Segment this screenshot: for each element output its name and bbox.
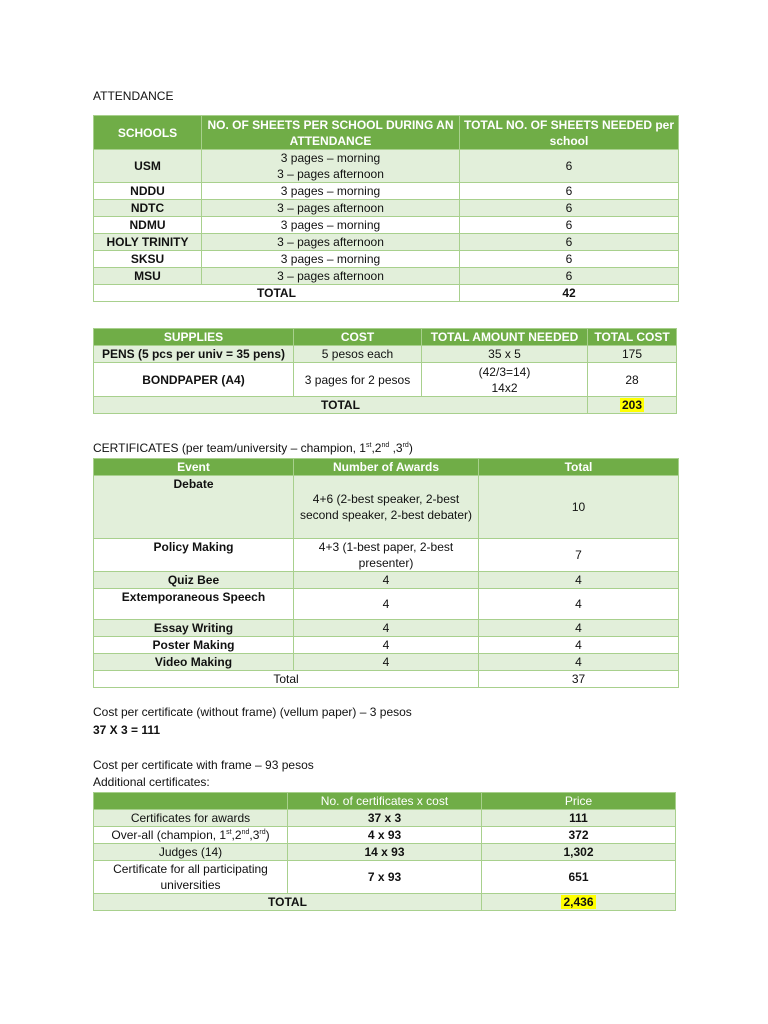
event-name: Quiz Bee [94,572,294,589]
table-row [94,572,679,589]
additional-calc: 14 x 93 [288,844,482,861]
supply-cost: 3 pages for 2 pesos [294,363,422,397]
total-cell: 6 [460,200,679,217]
sheets-cell: 3 – pages afternoon [202,200,460,217]
total-row [94,397,677,414]
supply-amount: 35 x 5 [422,346,588,363]
calculation-note: 37 X 3 = 111 [93,723,161,737]
total-cell: 6 [460,268,679,285]
sheets-line: 3 – pages afternoon [277,167,384,181]
total-cell: 4 [479,572,679,589]
attendance-table [93,115,679,302]
total-label: TOTAL [94,285,460,302]
total-cell: 6 [460,234,679,251]
total-cell: 10 [479,476,679,539]
amount-line: 14x2 [491,380,518,395]
additional-label: Judges (14) [94,844,288,861]
total-cell: 6 [460,251,679,268]
table-row [94,268,679,285]
event-name: Debate [94,476,294,539]
total-cell: 4 [479,654,679,671]
total-value: 37 [479,671,679,688]
sheets-cell: 3 pages – morning [202,183,460,200]
total-value: 2,436 [563,895,594,909]
table-row [94,200,679,217]
additional-heading: Additional certificates: [93,775,210,789]
table-row [94,346,677,363]
total-row [94,671,679,688]
event-name: Essay Writing [94,620,294,637]
table-row [94,827,676,844]
total-value-cell [588,397,677,414]
awards-cell: 4+3 (1-best paper, 2-best presenter) [294,539,479,572]
certificates-table [93,458,679,688]
event-name: Policy Making [94,539,294,572]
table-row [94,539,679,572]
additional-label: Over-all (champion, 1st,2nd,3rd) [94,827,288,844]
cert-header-total: Total [479,459,679,476]
table-row [94,150,679,183]
sheets-cell: 3 pages – morning [202,251,460,268]
total-row [94,894,676,911]
attendance-header-schools: SCHOOLS [94,116,202,150]
supplies-table [93,328,677,414]
certificates-heading: CERTIFICATES (per team/university – champion, 1st,2nd ,3rd) [93,441,413,455]
awards-cell: 4 [294,572,479,589]
supply-total: 175 [588,346,677,363]
total-value-cell [482,894,676,911]
awards-cell: 4 [294,654,479,671]
table-row [94,654,679,671]
event-name: Extemporaneous Speech [94,589,294,620]
additional-price: 111 [482,810,676,827]
sheets-cell: 3 – pages afternoon [202,234,460,251]
supply-cost: 5 pesos each [294,346,422,363]
supplies-header-item: SUPPLIES [94,329,294,346]
total-label: Total [94,671,479,688]
additional-table [93,792,676,911]
table-row [94,861,676,894]
table-row [94,637,679,654]
school-name: SKSU [94,251,202,268]
supply-total: 28 [588,363,677,397]
awards-cell: 4 [294,637,479,654]
table-row [94,363,677,397]
total-cell: 6 [460,183,679,200]
supplies-header-total: TOTAL COST [588,329,677,346]
total-value: 203 [621,398,643,412]
additional-header-calc: No. of certificates x cost [288,793,482,810]
amount-line: (42/3=14) [478,364,531,379]
table-row [94,810,676,827]
additional-header-label [94,793,288,810]
supply-item: PENS (5 pcs per univ = 35 pens) [94,346,294,363]
total-cell: 4 [479,589,679,620]
school-name: NDMU [94,217,202,234]
table-row [94,234,679,251]
attendance-heading: ATTENDANCE [93,89,174,103]
cert-header-awards: Number of Awards [294,459,479,476]
table-row [94,589,679,620]
additional-price: 651 [482,861,676,894]
table-row [94,476,679,539]
sheets-cell: 3 pages – morning [202,217,460,234]
school-name: HOLY TRINITY [94,234,202,251]
supplies-header-amount: TOTAL AMOUNT NEEDED [422,329,588,346]
supply-item: BONDPAPER (A4) [94,363,294,397]
total-cell: 6 [460,150,679,183]
cost-with-frame-note: Cost per certificate with frame – 93 pesos [93,758,314,772]
sheets-cell [202,150,460,183]
school-name: MSU [94,268,202,285]
total-cell: 6 [460,217,679,234]
table-row [94,217,679,234]
table-row [94,183,679,200]
attendance-header-total: TOTAL NO. OF SHEETS NEEDED per school [460,116,679,150]
total-label: TOTAL [94,894,482,911]
additional-calc: 4 x 93 [288,827,482,844]
cost-without-frame-note: Cost per certificate (without frame) (vellum paper) – 3 pesos [93,705,412,719]
table-row [94,251,679,268]
total-cell: 7 [479,539,679,572]
school-name: NDTC [94,200,202,217]
cert-header-event: Event [94,459,294,476]
additional-price: 372 [482,827,676,844]
sheets-cell: 3 – pages afternoon [202,268,460,285]
additional-header-price: Price [482,793,676,810]
sheets-line: 3 pages – morning [280,151,381,165]
total-value: 42 [460,285,679,302]
total-row [94,285,679,302]
awards-cell: 4+6 (2-best speaker, 2-best second speaker, 2-best debater) [294,476,479,539]
awards-cell: 4 [294,620,479,637]
total-label: TOTAL [94,397,588,414]
school-name: NDDU [94,183,202,200]
additional-calc: 37 x 3 [288,810,482,827]
awards-cell: 4 [294,589,479,620]
table-row [94,844,676,861]
event-name: Video Making [94,654,294,671]
supplies-header-cost: COST [294,329,422,346]
total-cell: 4 [479,637,679,654]
additional-price: 1,302 [482,844,676,861]
table-row [94,620,679,637]
attendance-header-sheets: NO. OF SHEETS PER SCHOOL DURING AN ATTENDANCE [202,116,460,150]
school-name: USM [94,150,202,183]
event-name: Poster Making [94,637,294,654]
additional-label: Certificate for all participating universities [94,861,288,894]
total-cell: 4 [479,620,679,637]
additional-calc: 7 x 93 [288,861,482,894]
additional-label: Certificates for awards [94,810,288,827]
supply-amount [422,363,588,397]
